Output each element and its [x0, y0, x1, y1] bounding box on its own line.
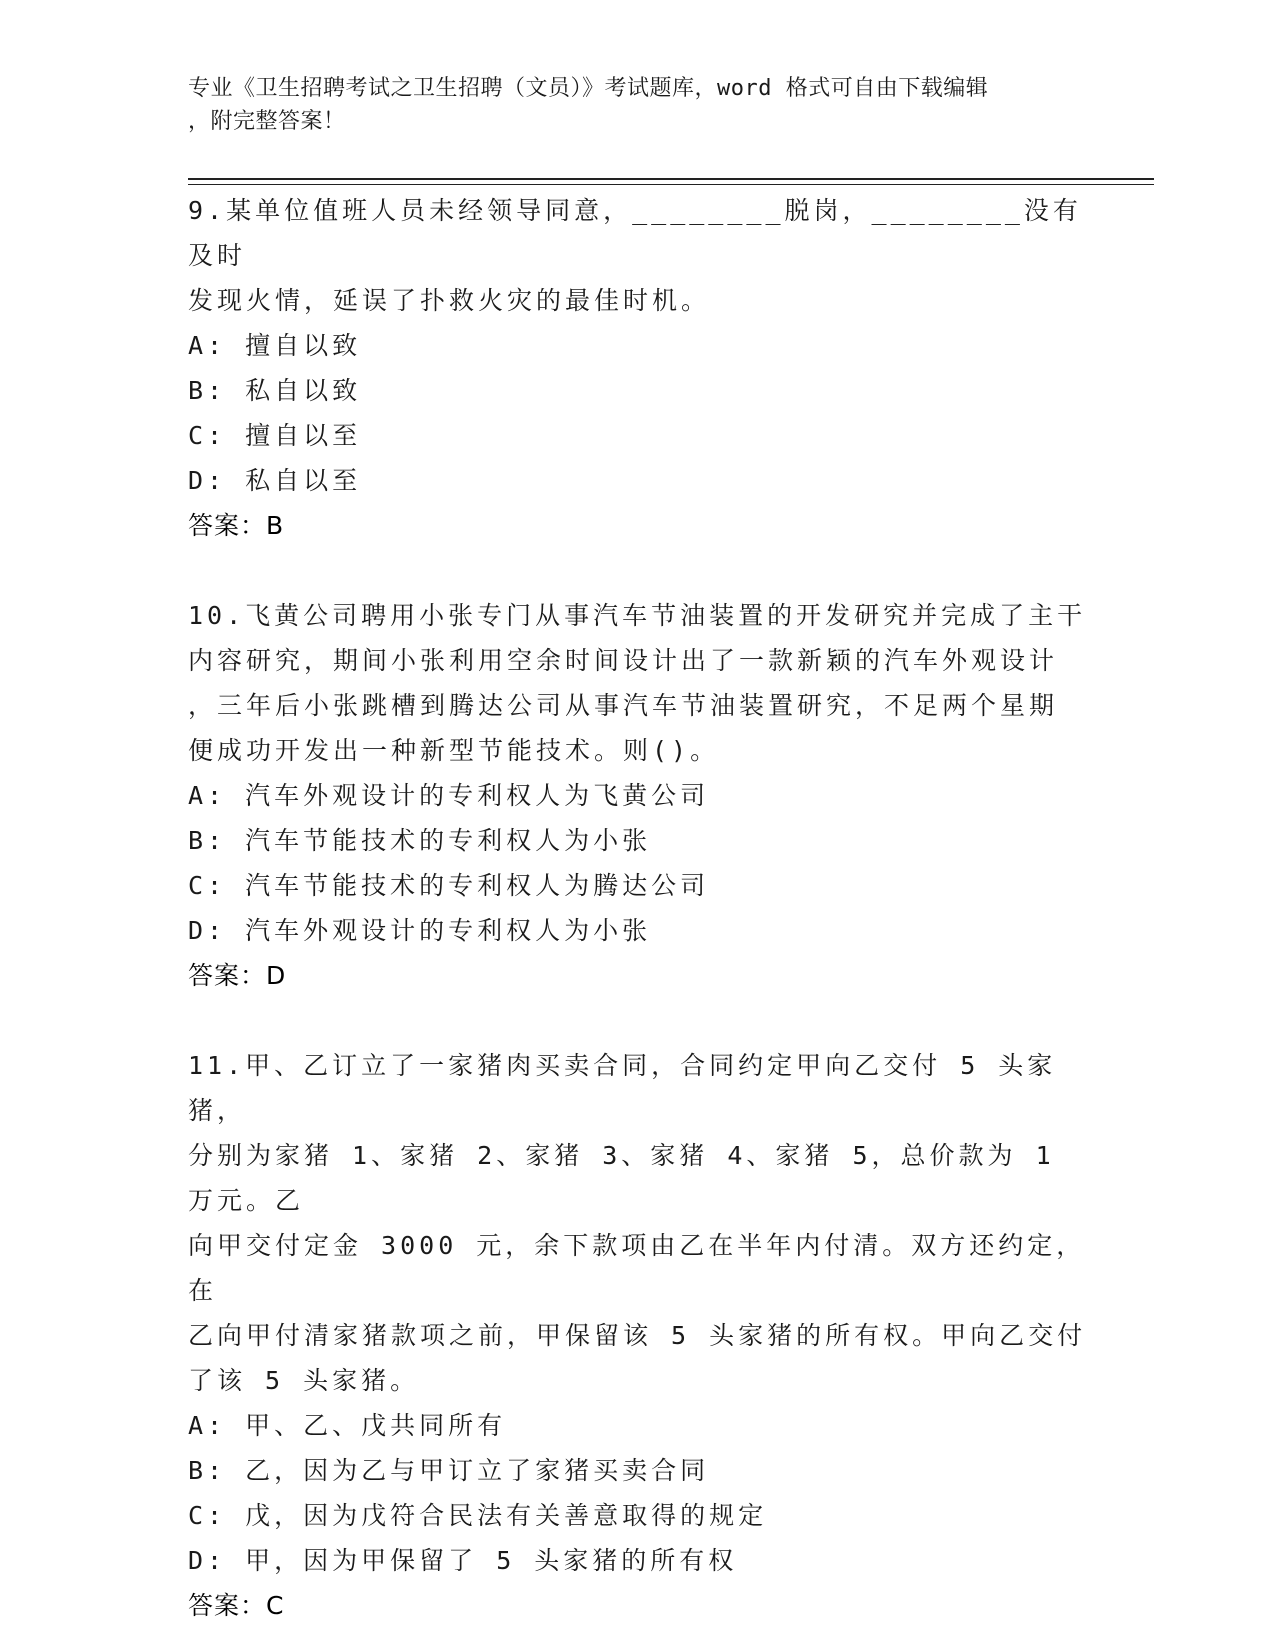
document-header	[188, 72, 1068, 138]
header-rule-thin	[188, 184, 1154, 185]
question-spacer	[188, 998, 1088, 1043]
question-list	[188, 188, 1088, 1628]
stem-line: 10.飞黄公司聘用小张专门从事汽车节油装置的开发研究并完成了主干	[188, 601, 1087, 630]
option-d: D: 甲，因为甲保留了 5 头家猪的所有权	[188, 1546, 738, 1575]
option-c: C: 汽车节能技术的专利权人为腾达公司	[188, 871, 710, 900]
stem-line: 分别为家猪 1、家猪 2、家猪 3、家猪 4、家猪 5，总价款为 1 万元。乙	[188, 1141, 1055, 1215]
option-a: A: 甲、乙、戊共同所有	[188, 1411, 507, 1440]
stem-line: 内容研究，期间小张利用空余时间设计出了一款新颖的汽车外观设计	[188, 646, 1059, 675]
stem-line: 9.某单位值班人员未经领导同意，________脱岗，________没有及时	[188, 196, 1082, 270]
option-a: A: 汽车外观设计的专利权人为飞黄公司	[188, 781, 710, 810]
option-b: B: 汽车节能技术的专利权人为小张	[188, 826, 652, 855]
question-stem	[188, 188, 1088, 323]
question-stem	[188, 593, 1088, 773]
stem-line: 向甲交付定金 3000 元，余下款项由乙在半年内付清。双方还约定，在	[188, 1231, 1086, 1305]
option-b: B: 乙，因为乙与甲订立了家猪买卖合同	[188, 1456, 710, 1485]
header-line-2: ，附完整答案！	[188, 109, 346, 134]
option-c: C: 戊，因为戊符合民法有关善意取得的规定	[188, 1501, 768, 1530]
answer: 答案：B	[188, 511, 285, 540]
option-b: B: 私自以致	[188, 376, 362, 405]
option-a: A: 擅自以致	[188, 331, 362, 360]
stem-line: ，三年后小张跳槽到腾达公司从事汽车节油装置研究，不足两个星期	[188, 691, 1059, 720]
header-rule-thick	[188, 178, 1154, 180]
stem-line: 发现火情，延误了扑救火灾的最佳时机。	[188, 286, 711, 315]
stem-line: 了该 5 头家猪。	[188, 1366, 420, 1395]
answer: 答案：C	[188, 1591, 285, 1620]
question-spacer	[188, 548, 1088, 593]
question-9	[188, 188, 1088, 548]
question-10	[188, 593, 1088, 998]
stem-line: 便成功开发出一种新型节能技术。则()。	[188, 736, 720, 765]
answer: 答案：D	[188, 961, 287, 990]
header-line-1: 专业《卫生招聘考试之卫生招聘（文员）》考试题库，word 格式可自由下载编辑	[188, 76, 989, 101]
option-c: C: 擅自以至	[188, 421, 362, 450]
question-11	[188, 1043, 1088, 1628]
option-d: D: 汽车外观设计的专利权人为小张	[188, 916, 652, 945]
stem-line: 乙向甲付清家猪款项之前，甲保留该 5 头家猪的所有权。甲向乙交付	[188, 1321, 1087, 1350]
option-d: D: 私自以至	[188, 466, 362, 495]
stem-line: 11.甲、乙订立了一家猪肉买卖合同，合同约定甲向乙交付 5 头家猪，	[188, 1051, 1057, 1125]
question-stem	[188, 1043, 1088, 1403]
